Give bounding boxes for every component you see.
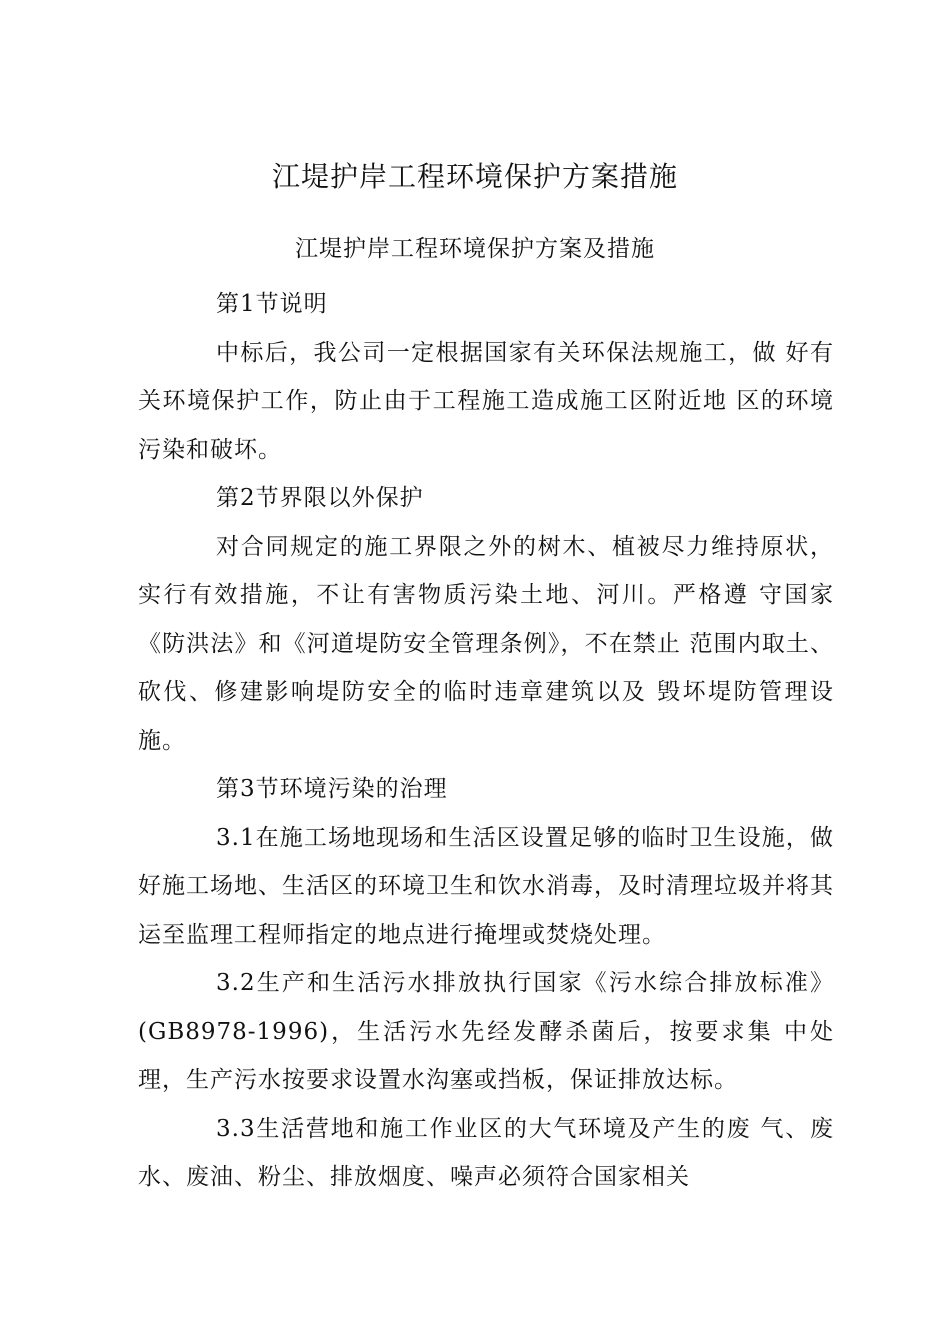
document-title: 江堤护岸工程环境保护方案措施 xyxy=(271,160,678,193)
document-body xyxy=(138,280,834,1202)
document-subtitle: 江堤护岸工程环境保护方案及措施 xyxy=(295,236,655,262)
section-heading-2: 第2节界限以外保护 xyxy=(216,485,424,511)
paragraph-3-2: 3.2生产和生活污水排放执行国家《污水综合排放标准》(GB8978-1996)，生活污水先经发酵杀菌后，按要求集 中处理，生产污水按要求设置水沟塞或挡板，保证排放达标。 xyxy=(138,970,834,1093)
paragraph-1: 中标后，我公司一定根据国家有关环保法规施工，做 好有关环境保护工作，防止由于工程施工造成施工区附近地 区的环境污染和破坏。 xyxy=(138,339,834,463)
section-heading-1: 第1节说明 xyxy=(216,291,328,317)
section-heading-3: 第3节环境污染的治理 xyxy=(216,776,448,802)
paragraph-2: 对合同规定的施工界限之外的树木、植被尽力维持原状，实行有效措施，不让有害物质污染土地、河川。严格遵 守国家《防洪法》和《河道堤防安全管理条例》，不在禁止 范围内取土、砍伐、修建影响堤防安全的临时违章建筑以及 毁坏堤防管理设施。 xyxy=(138,533,834,754)
paragraph-3-1: 3.1在施工场地现场和生活区设置足够的临时卫生设施，做好施工场地、生活区的环境卫生和饮水消毒，及时清理垃圾并将其运至监理工程师指定的地点进行掩埋或焚烧处理。 xyxy=(138,824,834,948)
paragraph-3-3: 3.3生活营地和施工作业区的大气环境及产生的废 气、废水、废油、粉尘、排放烟度、噪声必须符合国家相关 xyxy=(138,1115,834,1190)
